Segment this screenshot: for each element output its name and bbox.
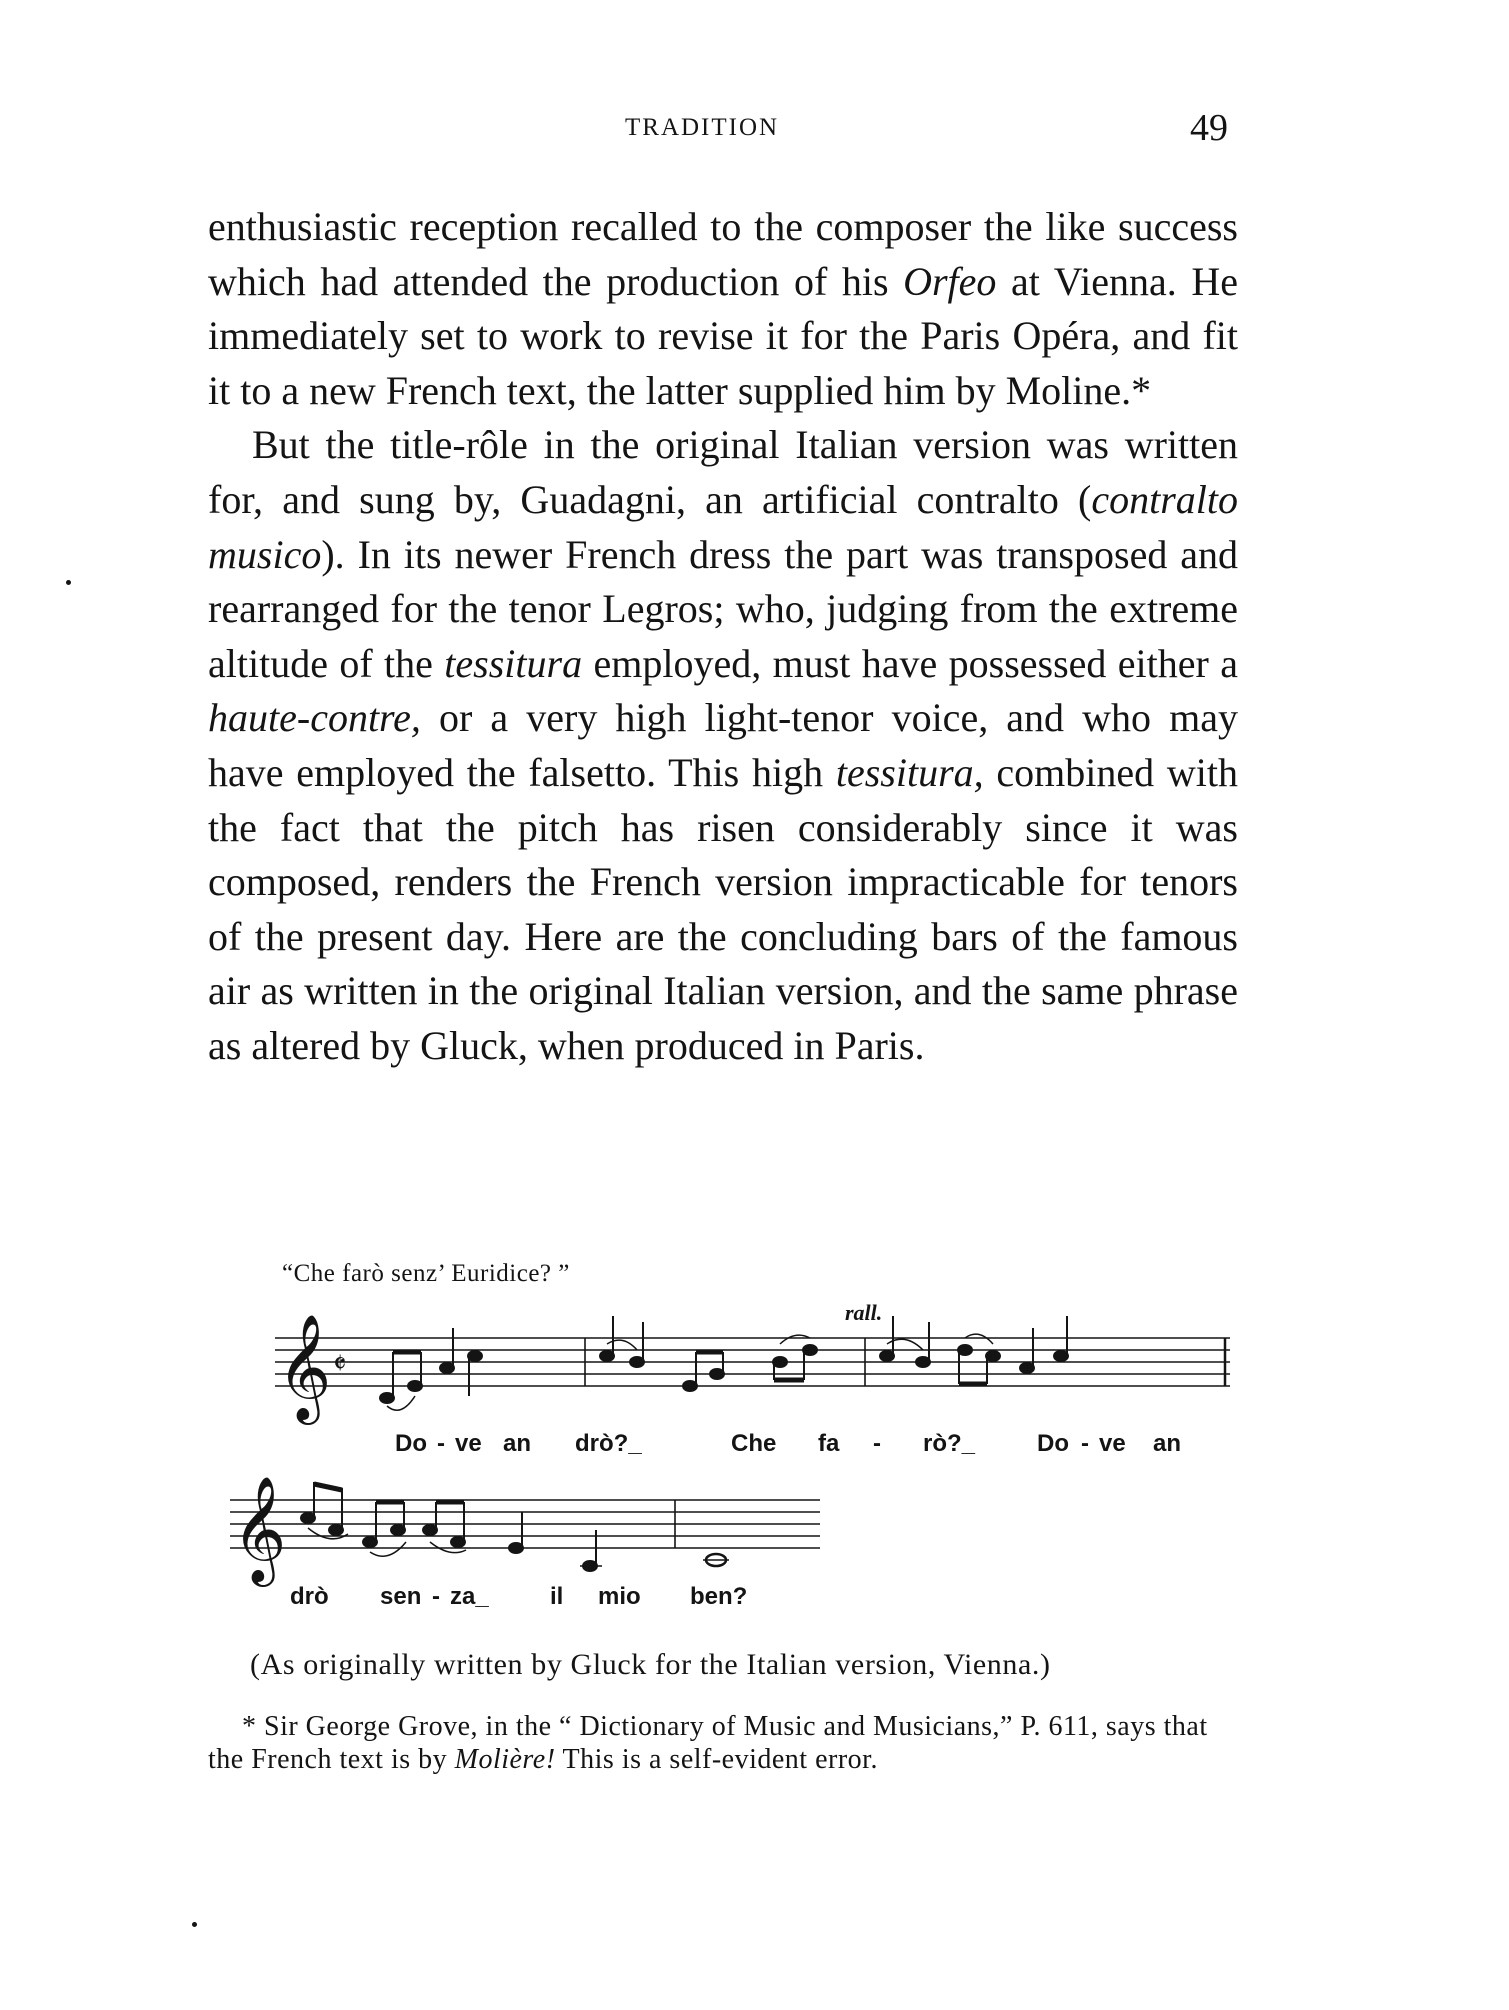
- body-text: [208, 200, 1238, 1074]
- svg-text:𝄞: 𝄞: [232, 1475, 287, 1582]
- italic-contralto-musico: contralto musico: [208, 476, 1238, 577]
- music-staff-1: [275, 1300, 1235, 1430]
- italic-tessitura-2: tessitura,: [835, 749, 984, 795]
- paragraph-2: But the title-rôle in the original Italian version was written for, and sung by, Guadagni, an artificial contralto (contralto musico). In its newer French dress the part was transposed and rearranged for the tenor Legros; who, judging from the extreme altitude of the tessitura employed, must have possessed either a haute-contre, or a very high light-tenor voice, and who may have employed the falsetto. This high tessitura, combined with the fact that the pitch has risen considerably since it was composed, renders the French version impracticable for tenors of the present day. Here are the concluding bars of the famous air as written in the original Italian version, and the same phrase as altered by Gluck, when produced in Paris.: [208, 422, 1238, 1068]
- paragraph-1: enthusiastic reception recalled to the composer the like success which had attended the production of his Orfeo at Vienna. He immediately set to work to revise it for the Paris Opéra, and fit it to a new French text, the latter supplied him by Moline.*: [208, 204, 1238, 413]
- example-caption: (As originally written by Gluck for the Italian version, Vienna.): [250, 1648, 1051, 1681]
- stray-mark: [66, 580, 71, 585]
- svg-text:𝄞: 𝄞: [277, 1313, 332, 1420]
- footnote: * Sir George Grove, in the “ Dictionary of Music and Musicians,” P. 611, says that the French text is by Molière! This is a self-evident error.: [208, 1711, 1208, 1775]
- page-number: 49: [1190, 107, 1228, 149]
- tempo-mark: rall.: [845, 1300, 883, 1325]
- svg-text:𝄵: 𝄵: [333, 1347, 347, 1382]
- running-title: TRADITION: [625, 114, 780, 141]
- music-staff-2: [230, 1460, 830, 1590]
- music-caption: “Che farò senz’ Euridice? ”: [282, 1260, 570, 1287]
- stray-mark: [192, 1922, 197, 1927]
- running-header: [0, 107, 1509, 152]
- italic-haute-contre: haute-contre,: [208, 695, 421, 741]
- italic-tessitura: tessitura: [444, 640, 583, 686]
- italic-moliere: Molière!: [454, 1744, 556, 1775]
- italic-orfeo: Orfeo: [903, 258, 997, 304]
